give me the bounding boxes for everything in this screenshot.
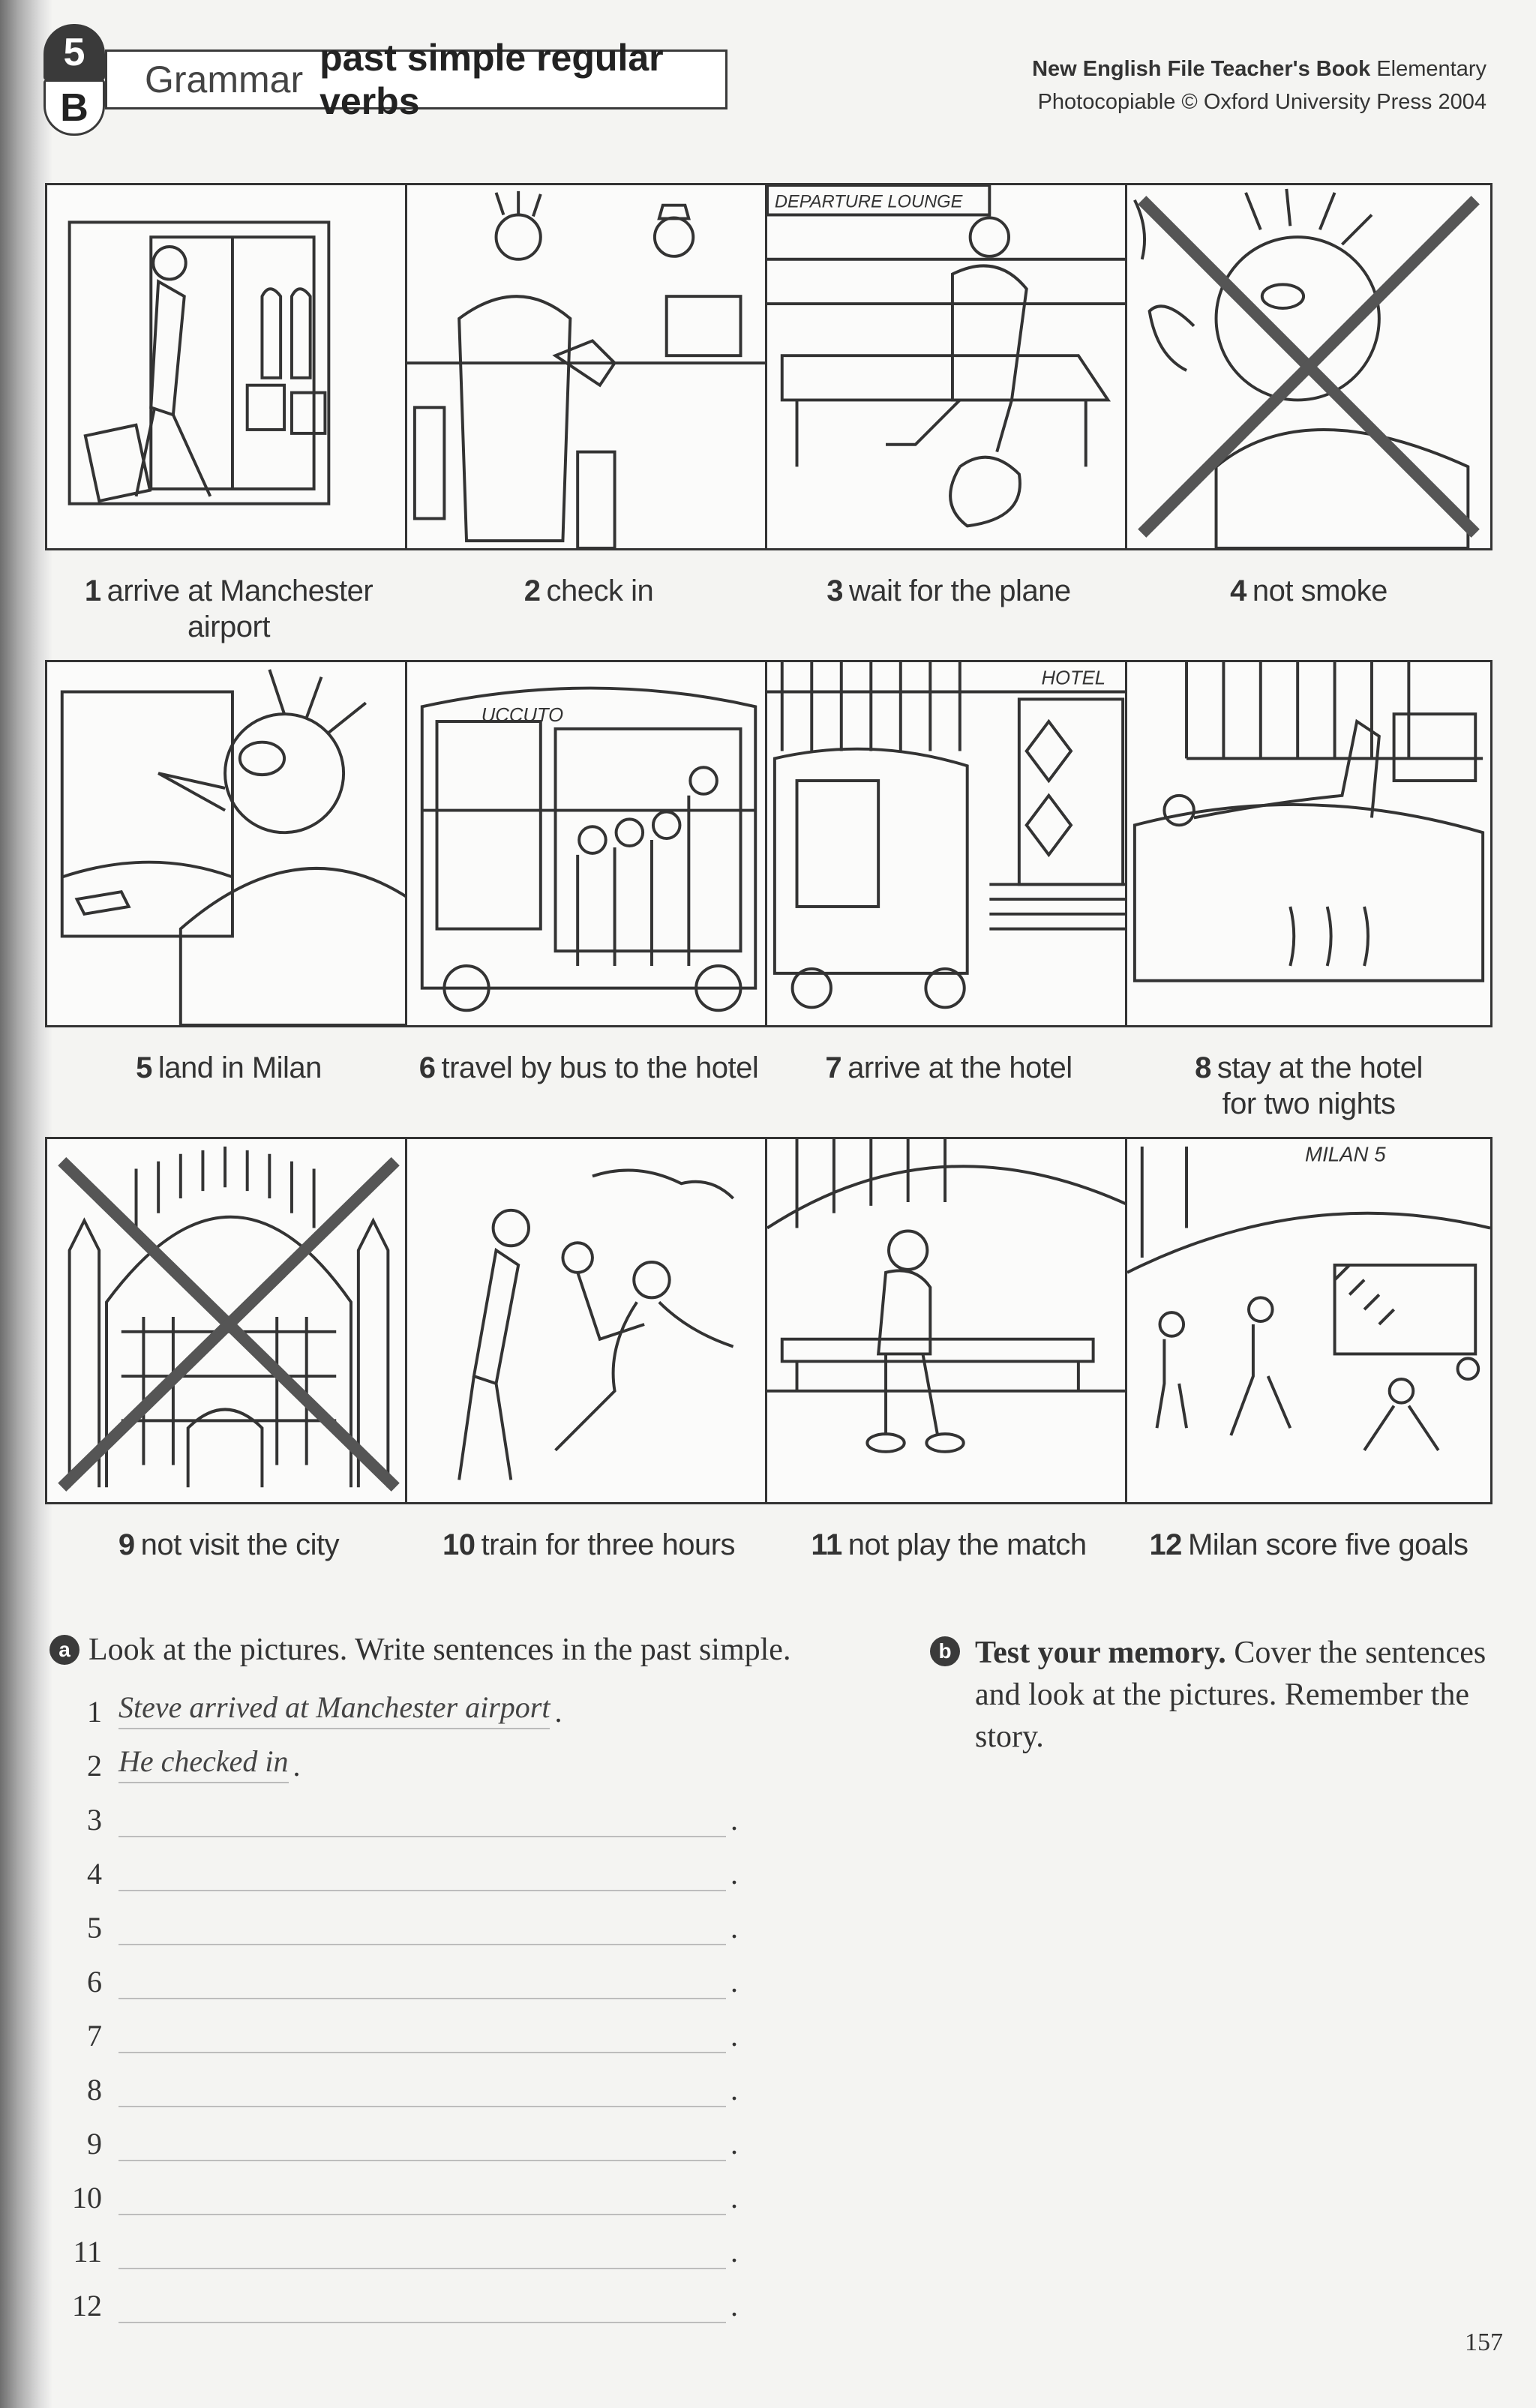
- line-number: 1: [87, 1695, 102, 1729]
- hotel-arrival-drawing: [767, 662, 1130, 1025]
- airport-arrival-drawing: [47, 185, 410, 548]
- caption-6: 6 travel by bus to the hotel: [418, 1051, 759, 1084]
- answer-row: 5 .: [50, 1891, 890, 1945]
- caption-2: 2 check in: [524, 574, 654, 607]
- answer-text[interactable]: Steve arrived at Manchester airport: [118, 1690, 550, 1729]
- answer-blank[interactable]: [118, 2289, 726, 2323]
- line-number: 5: [87, 1911, 102, 1945]
- picture-2: [405, 183, 772, 550]
- picture-5: [45, 660, 412, 1027]
- exercise-b-instruction: Cover the sentences and look at the pictures. Remember the story.: [975, 1636, 1486, 1754]
- bus-sign: UCCUTO: [481, 705, 564, 727]
- picture-row-2: [45, 660, 1492, 1137]
- answer-text[interactable]: He checked in: [118, 1744, 289, 1783]
- exercise-b-text: [975, 1632, 1500, 1758]
- grammar-topic: past simple regular verbs: [320, 37, 664, 122]
- not-smoking-drawing: [1127, 185, 1490, 548]
- answer-blank[interactable]: [118, 2073, 726, 2107]
- line-number: 6: [87, 1965, 102, 1999]
- book-title: New English File Teacher's Book: [1032, 57, 1371, 81]
- picture-8: [1125, 660, 1492, 1027]
- answer-row: 4 .: [50, 1837, 890, 1891]
- picture-9: [45, 1137, 412, 1504]
- training-drawing: [407, 1139, 770, 1502]
- caption-1: 1 arrive at Manchester airport: [84, 574, 374, 643]
- stadium-score-sign: MILAN 5: [1305, 1142, 1386, 1166]
- bus-drawing: [407, 662, 770, 1025]
- answer-blank[interactable]: [118, 2127, 726, 2161]
- picture-3: [765, 183, 1132, 550]
- answer-lines: [50, 1675, 890, 2323]
- caption-4: 4 not smoke: [1230, 574, 1388, 607]
- line-number: 11: [73, 2235, 102, 2269]
- line-number: 3: [87, 1803, 102, 1837]
- unit-letter: B: [44, 79, 105, 136]
- answer-blank[interactable]: [118, 1965, 726, 1999]
- picture-10: [405, 1137, 772, 1504]
- section-label: Grammar: [145, 58, 304, 100]
- hotel-sign: HOTEL: [1041, 667, 1106, 689]
- landing-drawing: [47, 662, 410, 1025]
- answer-row: 8 .: [50, 2053, 890, 2107]
- picture-row-1: [45, 183, 1492, 660]
- picture-story-grid: [45, 183, 1492, 1614]
- line-number: 4: [87, 1857, 102, 1891]
- caption-9: 9 not visit the city: [118, 1528, 340, 1561]
- exercise-a: [50, 1632, 890, 2323]
- picture-row-3: [45, 1137, 1492, 1614]
- answer-row: 10 .: [50, 2161, 890, 2215]
- answer-row: 7 .: [50, 1999, 890, 2053]
- picture-12: [1125, 1137, 1492, 1504]
- picture-6: [405, 660, 772, 1027]
- cathedral-drawing: [47, 1139, 410, 1502]
- instruction-text: Look at the pictures. Write sentences in the past simple.: [88, 1633, 791, 1667]
- line-number: 12: [72, 2289, 102, 2323]
- answer-blank[interactable]: [118, 1857, 726, 1891]
- line-number: 9: [87, 2127, 102, 2161]
- unit-badge: [44, 24, 105, 136]
- caption-11: 11 not play the match: [811, 1528, 1087, 1561]
- line-number: 2: [87, 1749, 102, 1783]
- picture-7: [765, 660, 1132, 1027]
- exercise-b: [930, 1632, 1500, 1758]
- caption-5: 5 land in Milan: [136, 1051, 322, 1084]
- hotel-room-drawing: [1127, 662, 1490, 1025]
- football-match-drawing: [1127, 1139, 1490, 1502]
- answer-row: 6 .: [50, 1945, 890, 1999]
- picture-1: [45, 183, 412, 550]
- page-number: 157: [1465, 2329, 1503, 2356]
- caption-7: 7 arrive at the hotel: [825, 1051, 1072, 1084]
- bench-drawing: [767, 1139, 1130, 1502]
- answer-blank[interactable]: [118, 1911, 726, 1945]
- caption-3: 3 wait for the plane: [826, 574, 1071, 607]
- unit-number: 5: [44, 24, 105, 80]
- answer-blank[interactable]: [118, 1803, 726, 1837]
- picture-4: [1125, 183, 1492, 550]
- answer-row: 11 .: [50, 2215, 890, 2269]
- answer-blank[interactable]: [118, 2019, 726, 2053]
- book-credit: [1032, 52, 1486, 118]
- line-number: 8: [87, 2073, 102, 2107]
- answer-row: 9 .: [50, 2107, 890, 2161]
- answer-blank[interactable]: [118, 2235, 726, 2269]
- answer-row: 3 .: [50, 1783, 890, 1837]
- line-number: 7: [87, 2019, 102, 2053]
- answer-row: 12 .: [50, 2269, 890, 2323]
- book-level: Elementary: [1376, 57, 1486, 81]
- departure-lounge-drawing: [767, 185, 1130, 548]
- exercise-b-title: Test your memory.: [975, 1636, 1226, 1670]
- answer-row: 2 He checked in .: [50, 1729, 890, 1783]
- answer-row: 1 Steve arrived at Manchester airport .: [50, 1675, 890, 1729]
- exercise-a-instruction: [50, 1632, 890, 1668]
- check-in-drawing: [407, 185, 770, 548]
- picture-11: [765, 1137, 1132, 1504]
- exercise-a-badge: a: [50, 1635, 80, 1665]
- answer-blank[interactable]: [118, 2181, 726, 2215]
- caption-8: 8 stay at the hotel for two nights: [1195, 1051, 1423, 1120]
- departure-lounge-sign: DEPARTURE LOUNGE: [774, 192, 963, 212]
- exercise-b-badge: b: [930, 1636, 960, 1666]
- caption-12: 12 Milan score five goals: [1149, 1528, 1468, 1561]
- line-number: 10: [72, 2181, 102, 2215]
- page-title: [105, 37, 728, 122]
- caption-10: 10 train for three hours: [442, 1528, 736, 1561]
- copyright: Photocopiable © Oxford University Press 2004: [1037, 90, 1486, 114]
